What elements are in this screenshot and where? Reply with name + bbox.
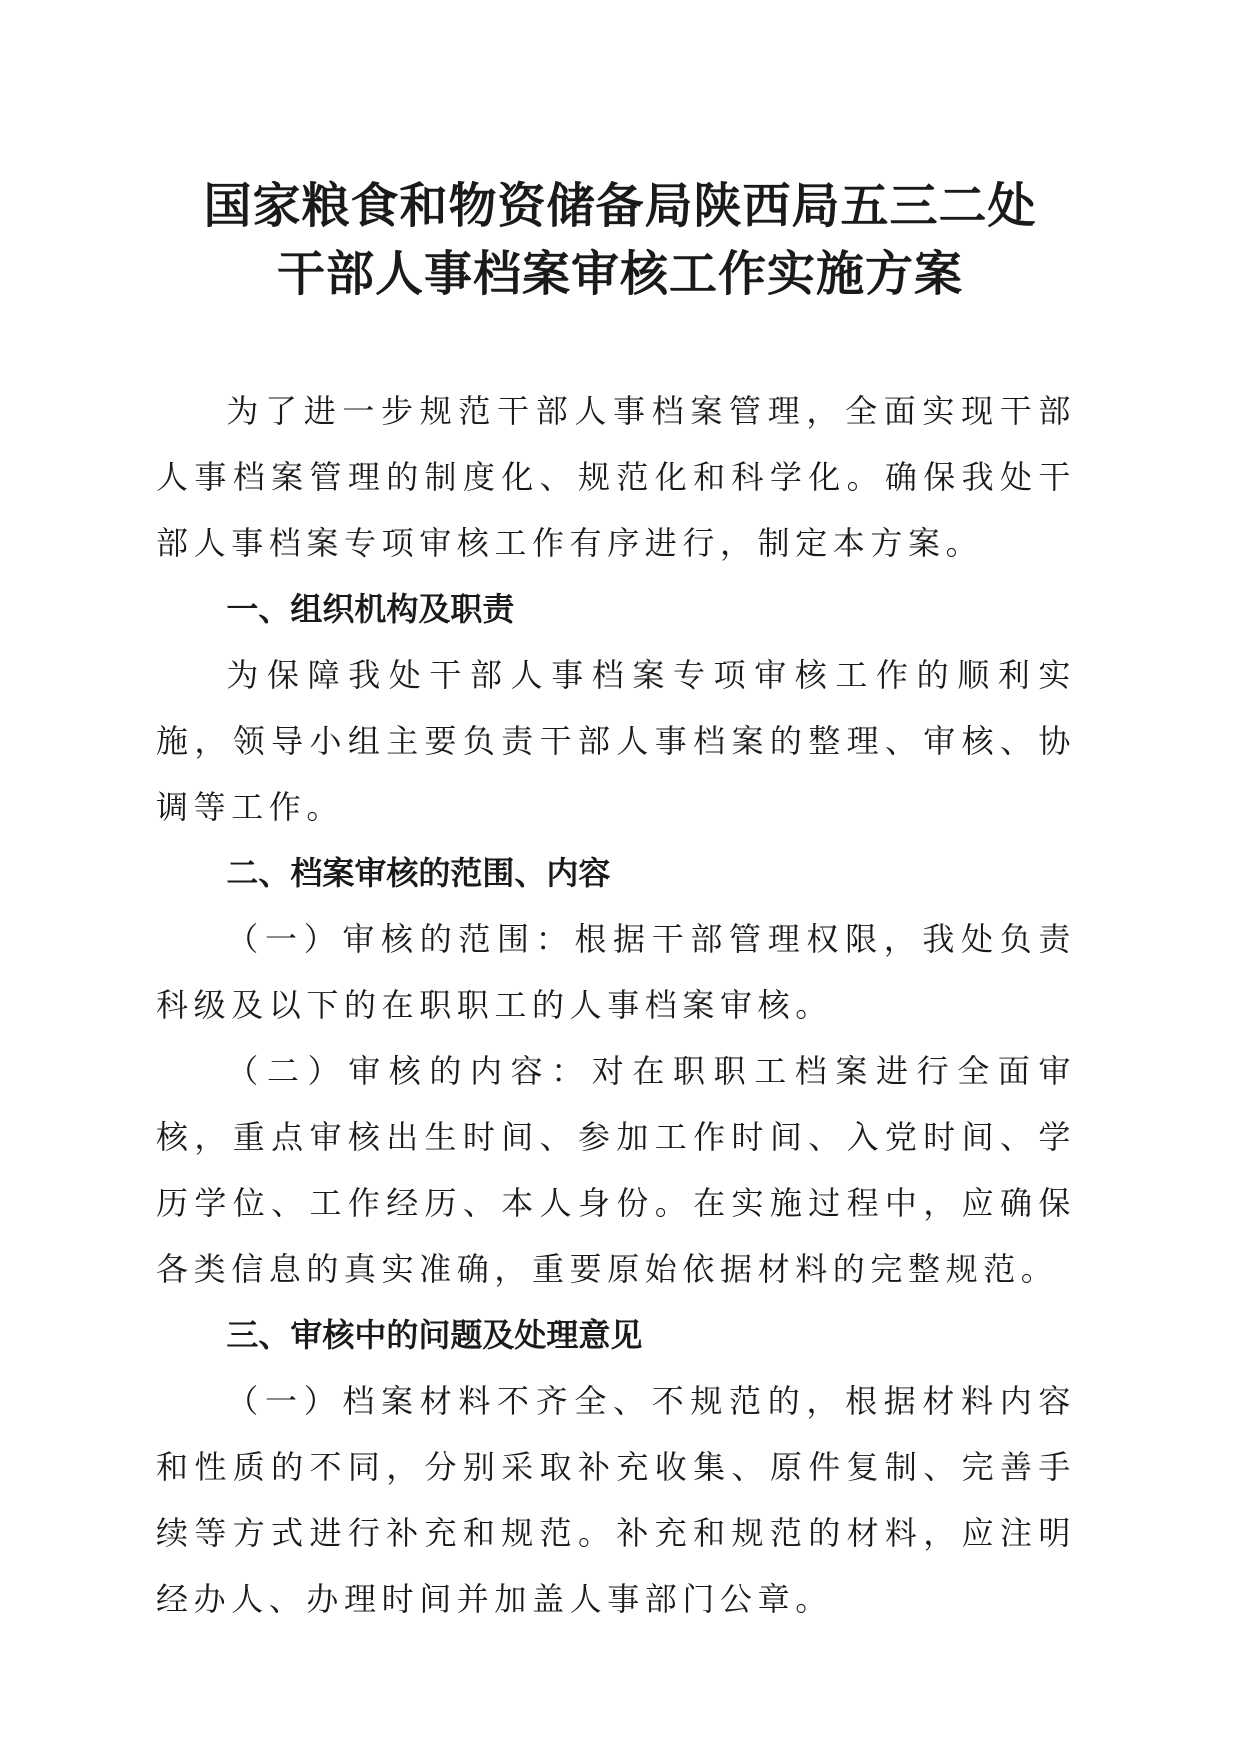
document-body [156, 378, 1076, 1632]
title-line-2: 干部人事档案审核工作实施方案 [276, 246, 963, 302]
intro-paragraph: 为了进一步规范干部人事档案管理，全面实现干部人事档案管理的制度化、规范化和科学化。确保我处干部人事档案专项审核工作有序进行，制定本方案。 [156, 392, 1076, 562]
section-1-heading: 一、组织机构及职责 [226, 590, 515, 628]
section-3-heading: 三、审核中的问题及处理意见 [226, 1316, 643, 1354]
section-2-heading: 二、档案审核的范围、内容 [226, 854, 611, 892]
section-2-paragraph-scope: （一）审核的范围：根据干部管理权限，我处负责科级及以下的在职职工的人事档案审核。 [156, 920, 1076, 1024]
section-1-paragraph: 为保障我处干部人事档案专项审核工作的顺利实施，领导小组主要负责干部人事档案的整理、审核、协调等工作。 [156, 656, 1076, 826]
section-2-paragraph-content: （二）审核的内容：对在职职工档案进行全面审核，重点审核出生时间、参加工作时间、入党时间、学历学位、工作经历、本人身份。在实施过程中，应确保各类信息的真实准确，重要原始依据材料的完整规范。 [156, 1052, 1076, 1288]
document-title [0, 172, 1240, 308]
title-line-1: 国家粮食和物资储备局陕西局五三二处 [203, 178, 1037, 234]
section-3-paragraph: （一）档案材料不齐全、不规范的，根据材料内容和性质的不同，分别采取补充收集、原件复制、完善手续等方式进行补充和规范。补充和规范的材料，应注明经办人、办理时间并加盖人事部门公章。 [156, 1382, 1076, 1618]
